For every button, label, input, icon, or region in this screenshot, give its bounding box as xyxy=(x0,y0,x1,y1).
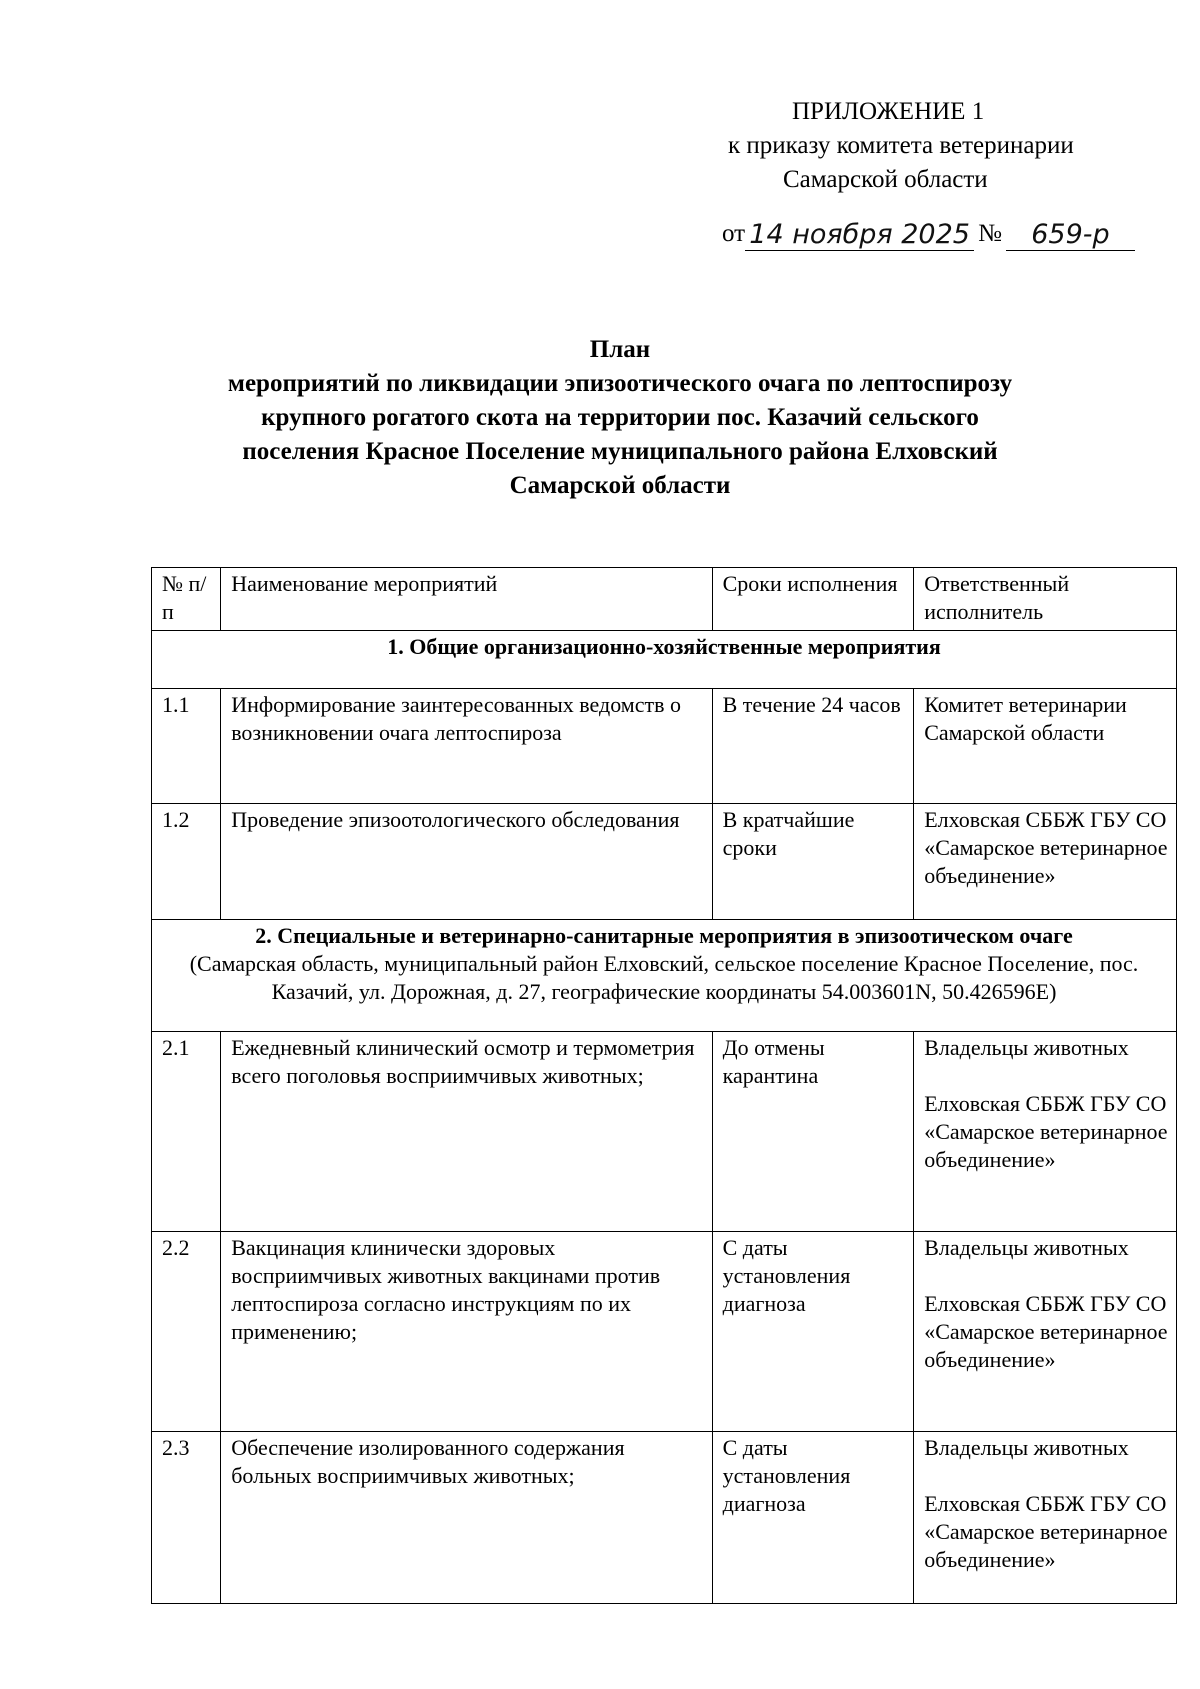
row-term: В течение 24 часов xyxy=(712,689,914,804)
title-line: крупного рогатого скота на территории пос. Казачий сельского xyxy=(261,404,979,431)
table-row xyxy=(152,1432,1177,1604)
header-resp: Ответственный исполнитель xyxy=(914,568,1177,631)
resp-org: Елховская СББЖ ГБУ СО «Самарское ветеринарное объединение» xyxy=(924,1291,1168,1372)
row-term: С даты установления диагноза xyxy=(712,1232,914,1432)
appendix-header xyxy=(700,95,1160,251)
section-1-title: 1. Общие организационно-хозяйственные мероприятия xyxy=(387,634,941,659)
title-line: мероприятий по ликвидации эпизоотического очага по лептоспирозу xyxy=(227,370,1013,397)
table-row xyxy=(152,1032,1177,1232)
table-row xyxy=(152,804,1177,920)
row-resp xyxy=(914,1032,1177,1232)
row-name: Проведение эпизоотологического обследования xyxy=(221,804,712,920)
appendix-region-line: Самарской области xyxy=(783,166,988,193)
handwritten-date: 14 ноября 2025 xyxy=(745,220,974,251)
row-num: 2.3 xyxy=(152,1432,221,1604)
row-term: В кратчайшие сроки xyxy=(712,804,914,920)
number-label: № xyxy=(978,220,1002,247)
row-name: Информирование заинтересованных ведомств о возникновении очага лептоспироза xyxy=(221,689,712,804)
row-resp xyxy=(914,1432,1177,1604)
row-resp: Елховская СББЖ ГБУ СО «Самарское ветеринарное объединение» xyxy=(914,804,1177,920)
appendix-date-number-line xyxy=(700,217,1160,251)
row-num: 1.1 xyxy=(152,689,221,804)
header-name: Наименование мероприятий xyxy=(221,568,712,631)
header-term: Сроки исполнения xyxy=(712,568,914,631)
title-line: поселения Красное Поселение муниципального района Елховский xyxy=(242,438,998,465)
row-term: До отмены карантина xyxy=(712,1032,914,1232)
row-name: Вакцинация клинически здоровых восприимчивых животных вакцинами против лептоспироза согласно инструкциям по их применению; xyxy=(221,1232,712,1432)
plan-table xyxy=(151,567,1177,1604)
row-num: 2.2 xyxy=(152,1232,221,1432)
from-label: от xyxy=(722,220,746,247)
row-num: 2.1 xyxy=(152,1032,221,1232)
row-name: Обеспечение изолированного содержания больных восприимчивых животных; xyxy=(221,1432,712,1604)
table-header-row xyxy=(152,568,1177,631)
row-resp: Комитет ветеринарии Самарской области xyxy=(914,689,1177,804)
resp-owner: Владельцы животных xyxy=(924,1435,1129,1460)
appendix-order-line: к приказу комитета ветеринарии xyxy=(728,132,1074,159)
appendix-title: ПРИЛОЖЕНИЕ 1 xyxy=(792,98,985,125)
header-num: № п/п xyxy=(152,568,221,631)
table-row xyxy=(152,689,1177,804)
resp-owner: Владельцы животных xyxy=(924,1035,1129,1060)
section-2-title: 2. Специальные и ветеринарно-санитарные мероприятия в эпизоотическом очаге xyxy=(255,923,1073,948)
row-resp xyxy=(914,1232,1177,1432)
resp-org: Елховская СББЖ ГБУ СО «Самарское ветеринарное объединение» xyxy=(924,1091,1168,1172)
handwritten-number: 659-р xyxy=(1006,220,1135,251)
title-line: Самарской области xyxy=(509,472,731,499)
table-row xyxy=(152,1232,1177,1432)
resp-org: Елховская СББЖ ГБУ СО «Самарское ветеринарное объединение» xyxy=(924,1491,1168,1572)
section-row xyxy=(152,631,1177,689)
row-name: Ежедневный клинический осмотр и термометрия всего поголовья восприимчивых животных; xyxy=(221,1032,712,1232)
resp-owner: Владельцы животных xyxy=(924,1235,1129,1260)
document-title xyxy=(140,333,1100,503)
section-2-address: (Самарская область, муниципальный район Елховский, сельское поселение Красное Поселение, пос. Казачий, ул. Дорожная, д. 27, географические координаты 54.003601N, 50.426596E) xyxy=(189,951,1139,1004)
title-line: План xyxy=(589,336,651,363)
section-row xyxy=(152,920,1177,1032)
row-num: 1.2 xyxy=(152,804,221,920)
row-term: С даты установления диагноза xyxy=(712,1432,914,1604)
